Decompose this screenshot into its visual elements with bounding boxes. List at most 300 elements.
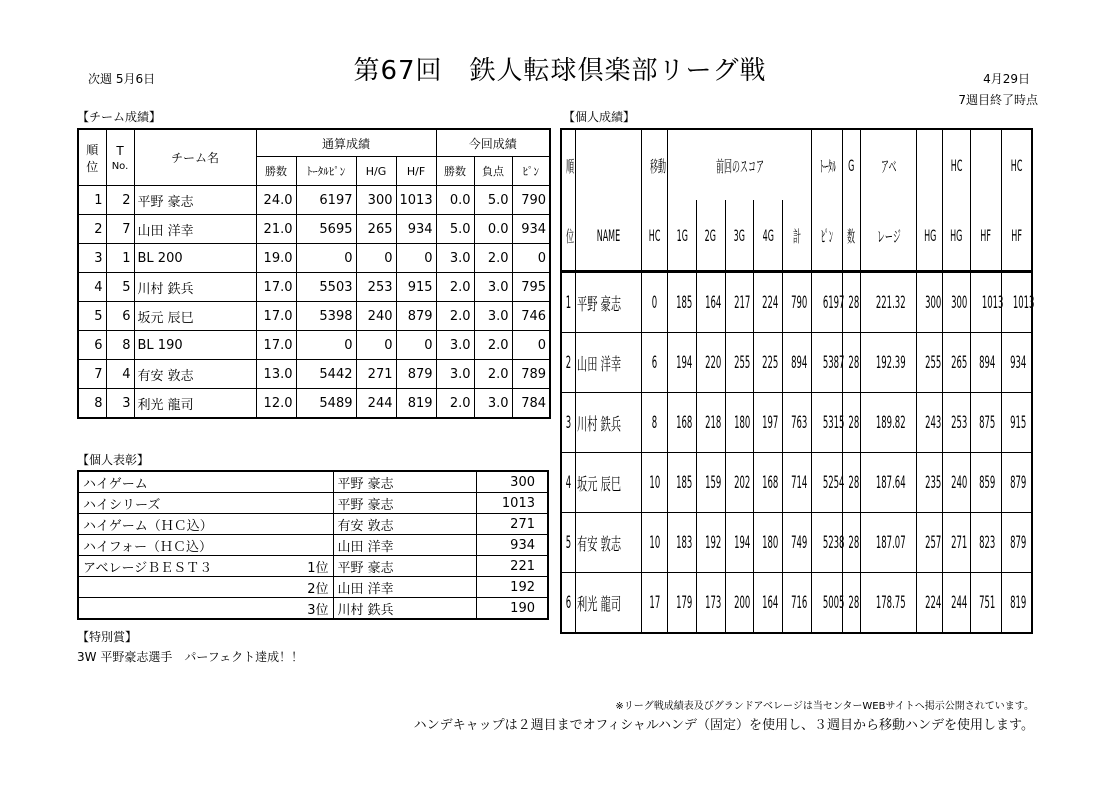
header-cur-losses: 負点 (474, 157, 512, 186)
week-status: 7週目終了時点 (958, 93, 1038, 107)
ind-rank-cell (561, 573, 575, 634)
team-row (78, 389, 550, 419)
page-title: 第67回 鉄人転球倶楽部リーグ戦 (353, 56, 767, 86)
ind-game-1-cell (668, 573, 697, 634)
award-rank: 2位 (278, 577, 333, 598)
ind-header-hc2: HC (1001, 129, 1032, 200)
awards-table (77, 470, 549, 620)
ind-header-rank-top: 順 (561, 129, 575, 200)
ind-hg-hc-cell (943, 513, 971, 573)
team-hg: 253 (356, 273, 396, 302)
ind-hg-hc: 300 (951, 292, 968, 313)
team-rank: 1 (78, 186, 106, 215)
award-row (78, 493, 548, 514)
ind-rank-cell (561, 333, 575, 393)
ind-hc-cell (641, 333, 668, 393)
team-current-pins: 784 (512, 389, 550, 419)
team-no: 5 (106, 273, 134, 302)
ind-hf-cell (970, 333, 1001, 393)
ind-hf: 823 (978, 532, 996, 553)
footer-note: ※リーグ戦成績表及びグランドアベレージは当センターWEBサイトへ掲示公開されています。 (615, 701, 1034, 712)
ind-header-blank2 (970, 129, 1001, 200)
award-player-name: 山田 洋幸 (333, 535, 476, 556)
individual-row (561, 393, 1032, 453)
individual-results-table (560, 128, 1033, 634)
ind-hc: 8 (651, 412, 658, 433)
ind-sum: 716 (791, 592, 808, 613)
ind-rank: 5 (565, 532, 572, 553)
ind-game-1-cell (668, 272, 697, 333)
ind-game-1: 168 (676, 412, 693, 433)
ind-game-2-cell (696, 272, 725, 333)
team-rank: 5 (78, 302, 106, 331)
ind-hg-cell (917, 393, 943, 453)
ind-hg-hc-cell (943, 453, 971, 513)
ind-header-sum: 計 (783, 200, 812, 272)
ind-header-g4: 4G (754, 200, 783, 272)
ind-player-name-cell (575, 333, 641, 393)
ind-total-pins: 5005 (822, 592, 845, 613)
team-row (78, 302, 550, 331)
ind-average: 178.75 (875, 592, 906, 613)
ind-header-hg-hc: HG (943, 200, 971, 272)
team-rank: 8 (78, 389, 106, 419)
team-row (78, 244, 550, 273)
ind-hf-cell (970, 513, 1001, 573)
ind-hc: 10 (648, 532, 660, 553)
award-player-name: 川村 鉄兵 (333, 598, 476, 620)
ind-hg-hc: 253 (951, 412, 968, 433)
ind-game-1: 183 (676, 532, 693, 553)
ind-average: 189.82 (875, 412, 906, 433)
ind-game-3-cell (725, 573, 754, 634)
team-current-losses: 5.0 (474, 186, 512, 215)
ind-sum-cell (783, 333, 812, 393)
ind-hc: 6 (651, 352, 658, 373)
award-player-name: 平野 豪志 (333, 556, 476, 577)
ind-game-3: 194 (733, 532, 750, 553)
header-team-no-t: T (116, 143, 124, 158)
ind-hf-hc-cell (1001, 393, 1032, 453)
team-hf: 1013 (396, 186, 436, 215)
ind-sum-cell (783, 272, 812, 333)
ind-game-4: 224 (762, 292, 779, 313)
team-rank: 3 (78, 244, 106, 273)
team-current-losses: 0.0 (474, 215, 512, 244)
ind-game-2: 220 (705, 352, 722, 373)
team-hf: 934 (396, 215, 436, 244)
ind-hf-hc-cell (1001, 333, 1032, 393)
award-rank: 3位 (278, 598, 333, 620)
ind-hg-cell (917, 453, 943, 513)
ind-sum: 714 (791, 472, 808, 493)
team-hg: 0 (356, 244, 396, 273)
team-hg: 265 (356, 215, 396, 244)
ind-total-pins: 6197 (822, 292, 845, 313)
ind-player-name: 山田 洋幸 (576, 355, 621, 375)
award-row (78, 514, 548, 535)
ind-hf-hc: 879 (1009, 532, 1026, 553)
award-value: 221 (476, 556, 548, 577)
ind-game-3-cell (725, 393, 754, 453)
ind-game-4-cell (754, 513, 783, 573)
team-row (78, 215, 550, 244)
ind-player-name-cell (575, 573, 641, 634)
ind-game-2-cell (696, 333, 725, 393)
ind-rank: 2 (565, 352, 572, 373)
ind-header-blank1 (917, 129, 943, 200)
ind-game-3-cell (725, 513, 754, 573)
ind-game-3: 255 (733, 352, 750, 373)
team-rank: 7 (78, 360, 106, 389)
award-player-name: 平野 豪志 (333, 471, 476, 493)
ind-games: 28 (848, 292, 859, 313)
ind-hg-cell (917, 333, 943, 393)
ind-hf: 751 (978, 592, 996, 613)
award-value: 190 (476, 598, 548, 620)
header-team-name: チーム名 (134, 129, 256, 186)
ind-hg: 255 (925, 352, 942, 373)
team-current-wins: 2.0 (436, 302, 474, 331)
ind-total-pins: 5254 (822, 472, 845, 493)
ind-games: 28 (848, 472, 859, 493)
team-current-pins: 934 (512, 215, 550, 244)
team-wins: 24.0 (256, 186, 296, 215)
ind-hf-hc-cell (1001, 513, 1032, 573)
team-hf: 0 (396, 244, 436, 273)
award-value: 934 (476, 535, 548, 556)
ind-rank: 3 (565, 412, 572, 433)
ind-total-pins: 5387 (822, 352, 845, 373)
ind-sum-cell (783, 513, 812, 573)
ind-game-1-cell (668, 333, 697, 393)
award-rank (278, 514, 333, 535)
ind-sum: 790 (791, 292, 808, 313)
ind-header-g-bottom: 数 (842, 200, 860, 272)
award-value: 300 (476, 471, 548, 493)
ind-hf-hc: 915 (1009, 412, 1026, 433)
header-total-pins: ﾄｰﾀﾙﾋﾟﾝ (296, 157, 356, 186)
ind-sum-cell (783, 393, 812, 453)
team-current-losses: 3.0 (474, 389, 512, 419)
ind-hg-hc-cell (943, 393, 971, 453)
ind-games: 28 (848, 412, 859, 433)
ind-average-cell (861, 272, 917, 333)
team-name: BL 200 (134, 244, 256, 273)
team-row (78, 360, 550, 389)
header-hg: H/G (356, 157, 396, 186)
header-current: 今回成績 (436, 129, 550, 157)
ind-game-2: 218 (705, 412, 722, 433)
ind-hg-hc: 271 (951, 532, 968, 553)
ind-game-2-cell (696, 573, 725, 634)
ind-games-cell (842, 573, 860, 634)
individual-row (561, 272, 1032, 333)
ind-hg-hc: 240 (951, 472, 968, 493)
ind-sum-cell (783, 453, 812, 513)
ind-games-cell (842, 453, 860, 513)
ind-header-hc: HC (641, 200, 668, 272)
ind-game-1-cell (668, 513, 697, 573)
header-cur-wins: 勝数 (436, 157, 474, 186)
ind-games-cell (842, 333, 860, 393)
team-name: 利光 龍司 (134, 389, 256, 419)
ind-game-4-cell (754, 393, 783, 453)
ind-hg-hc-cell (943, 573, 971, 634)
team-hg: 0 (356, 331, 396, 360)
ind-hf-hc: 934 (1009, 352, 1026, 373)
ind-hf: 859 (978, 472, 996, 493)
ind-header-rank-bottom: 位 (561, 200, 575, 272)
team-hg: 300 (356, 186, 396, 215)
team-current-pins: 0 (512, 331, 550, 360)
next-week-date: 次週 5月6日 (88, 72, 156, 86)
ind-games-cell (842, 513, 860, 573)
ind-header-g1: 1G (668, 200, 697, 272)
ind-total-pins-cell (811, 573, 845, 634)
team-current-wins: 2.0 (436, 273, 474, 302)
ind-average: 187.07 (875, 532, 906, 553)
ind-hg: 235 (925, 472, 942, 493)
award-value: 192 (476, 577, 548, 598)
award-rank: 1位 (278, 556, 333, 577)
ind-sum: 763 (791, 412, 808, 433)
individual-row (561, 333, 1032, 393)
header-team-no (106, 129, 134, 186)
award-rank (278, 493, 333, 514)
team-name: 平野 豪志 (134, 186, 256, 215)
team-name: 坂元 辰巳 (134, 302, 256, 331)
team-hf: 819 (396, 389, 436, 419)
team-no: 7 (106, 215, 134, 244)
ind-game-1-cell (668, 453, 697, 513)
team-current-losses: 3.0 (474, 273, 512, 302)
ind-player-name-cell (575, 453, 641, 513)
award-player-name: 有安 敦志 (333, 514, 476, 535)
ind-average-cell (861, 393, 917, 453)
award-row (78, 556, 548, 577)
team-name: 川村 鉄兵 (134, 273, 256, 302)
ind-game-2: 164 (705, 292, 722, 313)
ind-total-pins: 5315 (822, 412, 845, 433)
ind-hf: 894 (978, 352, 996, 373)
team-no: 8 (106, 331, 134, 360)
ind-game-4: 164 (762, 592, 779, 613)
team-current-wins: 0.0 (436, 186, 474, 215)
team-current-pins: 0 (512, 244, 550, 273)
ind-rank-cell (561, 393, 575, 453)
ind-game-4: 197 (762, 412, 779, 433)
award-player-name: 山田 洋幸 (333, 577, 476, 598)
award-title: ハイゲーム (78, 471, 278, 493)
team-current-losses: 2.0 (474, 244, 512, 273)
ind-hf-hc-cell (1001, 453, 1032, 513)
team-row (78, 186, 550, 215)
award-player-name: 平野 豪志 (333, 493, 476, 514)
header-hf: H/F (396, 157, 436, 186)
team-no: 2 (106, 186, 134, 215)
team-total-pins: 0 (296, 331, 356, 360)
ind-game-2-cell (696, 393, 725, 453)
ind-header-total-bottom: ﾋﾟﾝ (811, 200, 842, 272)
ind-hf-hc: 879 (1009, 472, 1026, 493)
individual-section-label: 【個人成績】 (563, 110, 636, 124)
ind-hg-hc-cell (943, 272, 971, 333)
ind-game-3: 217 (733, 292, 750, 313)
ind-header-hg: HG (917, 200, 943, 272)
ind-average: 192.39 (875, 352, 906, 373)
report-date: 4月29日 (983, 72, 1030, 86)
ind-hf-cell (970, 573, 1001, 634)
ind-hc: 0 (651, 292, 658, 313)
ind-player-name: 坂元 辰巳 (576, 475, 621, 495)
ind-hf-hc: 1013 (1012, 292, 1035, 313)
ind-hg-cell (917, 513, 943, 573)
ind-hc-cell (641, 272, 668, 333)
ind-header-g3: 3G (725, 200, 754, 272)
ind-game-3: 202 (733, 472, 750, 493)
team-current-wins: 3.0 (436, 360, 474, 389)
ind-average-cell (861, 513, 917, 573)
ind-player-name-cell (575, 393, 641, 453)
team-wins: 21.0 (256, 215, 296, 244)
team-name: BL 190 (134, 331, 256, 360)
individual-row (561, 573, 1032, 634)
ind-game-1: 179 (676, 592, 693, 613)
ind-hf: 1013 (981, 292, 1004, 313)
ind-header-g2: 2G (696, 200, 725, 272)
ind-hf-hc: 819 (1009, 592, 1026, 613)
team-total-pins: 5503 (296, 273, 356, 302)
ind-header-hc1: HC (943, 129, 971, 200)
header-cur-pins: ﾋﾟﾝ (512, 157, 550, 186)
special-award-text: 3W 平野豪志選手 パーフェクト達成！！ (77, 650, 304, 664)
award-title: ハイシリーズ (78, 493, 278, 514)
ind-game-1: 185 (676, 292, 693, 313)
award-value: 271 (476, 514, 548, 535)
team-current-pins: 746 (512, 302, 550, 331)
ind-hg: 224 (925, 592, 942, 613)
team-total-pins: 6197 (296, 186, 356, 215)
ind-header-avg-bottom: レージ (861, 200, 917, 272)
award-rank (278, 535, 333, 556)
team-standings-table (77, 128, 551, 419)
team-current-pins: 795 (512, 273, 550, 302)
ind-total-pins: 5238 (822, 532, 845, 553)
ind-game-4-cell (754, 573, 783, 634)
ind-game-3-cell (725, 333, 754, 393)
ind-average: 221.32 (875, 292, 906, 313)
special-section-label: 【特別賞】 (77, 630, 138, 644)
award-row (78, 535, 548, 556)
ind-header-name: NAME (575, 200, 641, 272)
ind-hf: 875 (978, 412, 996, 433)
team-total-pins: 5695 (296, 215, 356, 244)
ind-player-name: 有安 敦志 (576, 535, 621, 555)
ind-header-total-top: ﾄｰﾀﾙ (811, 129, 842, 200)
ind-player-name-cell (575, 272, 641, 333)
ind-game-3-cell (725, 272, 754, 333)
ind-game-4: 225 (762, 352, 779, 373)
ind-player-name: 川村 鉄兵 (576, 415, 621, 435)
ind-player-name: 平野 豪志 (576, 295, 621, 315)
team-hf: 0 (396, 331, 436, 360)
ind-hg: 257 (925, 532, 942, 553)
ind-total-pins-cell (811, 333, 845, 393)
award-row (78, 598, 548, 620)
team-wins: 17.0 (256, 302, 296, 331)
ind-header-name-top (575, 129, 641, 200)
team-wins: 17.0 (256, 331, 296, 360)
team-current-wins: 3.0 (436, 331, 474, 360)
team-hf: 915 (396, 273, 436, 302)
team-no: 4 (106, 360, 134, 389)
ind-header-move: 移動 (641, 129, 668, 200)
header-cumulative: 通算成績 (256, 129, 436, 157)
ind-hf-hc-cell (1001, 272, 1035, 333)
team-name: 山田 洋幸 (134, 215, 256, 244)
ind-rank-cell (561, 513, 575, 573)
team-hg: 240 (356, 302, 396, 331)
ind-hg-hc-cell (943, 333, 971, 393)
ind-hg-hc: 265 (951, 352, 968, 373)
ind-games: 28 (848, 532, 859, 553)
team-rank: 2 (78, 215, 106, 244)
team-total-pins: 5398 (296, 302, 356, 331)
ind-total-pins-cell (811, 453, 845, 513)
award-title: アベレージＢＥＳＴ３ (78, 556, 278, 577)
ind-game-4-cell (754, 333, 783, 393)
header-wins: 勝数 (256, 157, 296, 186)
ind-sum: 894 (791, 352, 808, 373)
individual-row (561, 513, 1032, 573)
ind-average: 187.64 (875, 472, 906, 493)
ind-games-cell (842, 393, 860, 453)
ind-rank-cell (561, 453, 575, 513)
ind-game-4-cell (754, 272, 783, 333)
ind-game-1: 194 (676, 352, 693, 373)
ind-header-hf: HF (970, 200, 1001, 272)
ind-player-name-cell (575, 513, 641, 573)
ind-games: 28 (848, 352, 859, 373)
team-current-wins: 2.0 (436, 389, 474, 419)
ind-average-cell (861, 453, 917, 513)
ind-game-2: 192 (705, 532, 722, 553)
ind-game-1: 185 (676, 472, 693, 493)
ind-sum-cell (783, 573, 812, 634)
team-no: 3 (106, 389, 134, 419)
team-no: 1 (106, 244, 134, 273)
team-wins: 19.0 (256, 244, 296, 273)
ind-header-hf-hc: HF (1001, 200, 1032, 272)
team-current-losses: 2.0 (474, 360, 512, 389)
team-rank: 4 (78, 273, 106, 302)
ind-total-pins-cell (811, 272, 845, 333)
team-current-losses: 3.0 (474, 302, 512, 331)
ind-hc: 10 (648, 472, 660, 493)
team-current-wins: 3.0 (436, 244, 474, 273)
award-title: ハイゲーム（ＨＣ込） (78, 514, 278, 535)
ind-game-4: 180 (762, 532, 779, 553)
team-current-pins: 789 (512, 360, 550, 389)
team-hg: 244 (356, 389, 396, 419)
ind-player-name: 利光 龍司 (576, 595, 621, 615)
ind-hf-cell (970, 272, 1004, 333)
ind-hg-hc: 244 (951, 592, 968, 613)
individual-row (561, 453, 1032, 513)
team-name: 有安 敦志 (134, 360, 256, 389)
ind-game-1-cell (668, 393, 697, 453)
